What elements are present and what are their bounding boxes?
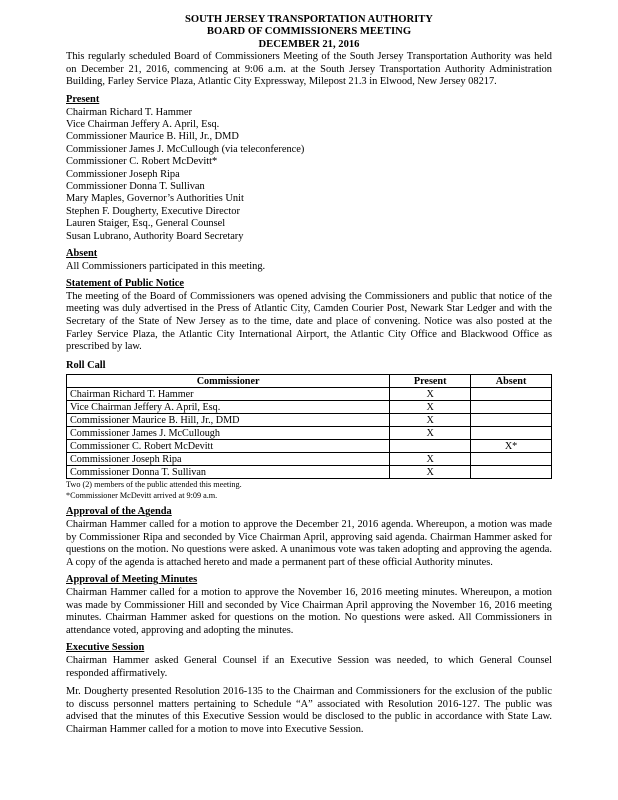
present-name: Lauren Staiger, Esq., General Counsel xyxy=(66,218,226,230)
minutes-text: Chairman Hammer called for a motion to approve the November 16, 2016 meeting minutes. Whereupon, a motion was made by Commissioner Hill and seconded by Vice Chairman April approving the November 16, 2016 meeting minutes. Chairman Hammer asked for questions on the motion. No questions were asked. All Commissioners in attendance voted, approving and adopting the minutes. xyxy=(66,586,552,636)
commissioner-name: Commissioner Donna T. Sullivan xyxy=(67,466,390,479)
public-notice-text: The meeting of the Board of Commissioners was opened advising the Commissioners and public that notice of the meeting was duly advertised in the Press of Atlantic City, Camden Courier Post, Newark Star Ledger and with the Secretary of the State of New Jersey as to the time, date and place of convening. Notice was also posted at the Farley Service Plaza, the Atlantic City International Airport, the Atlantic City Office and Blackwood Office as prescribed by law. xyxy=(66,290,552,353)
commissioner-name: Commissioner Joseph Ripa xyxy=(67,453,390,466)
commissioner-name: Chairman Richard T. Hammer xyxy=(67,388,390,401)
present-mark: X xyxy=(390,414,471,427)
meeting-title: BOARD OF COMMISSIONERS MEETING xyxy=(206,26,412,38)
absent-mark xyxy=(471,414,552,427)
absent-mark xyxy=(471,453,552,466)
table-row xyxy=(67,440,552,453)
table-row xyxy=(67,414,552,427)
present-list xyxy=(66,107,552,243)
absent-heading: Absent xyxy=(66,248,98,260)
present-heading: Present xyxy=(66,94,100,105)
present-name: Vice Chairman Jeffery A. April, Esq. xyxy=(66,119,220,130)
document-header xyxy=(66,14,552,51)
authority-name: SOUTH JERSEY TRANSPORTATION AUTHORITY xyxy=(185,14,433,25)
present-mark: X xyxy=(390,388,471,401)
late-arrival-note: *Commissioner McDevitt arrived at 9:09 a.m. xyxy=(66,491,218,501)
absent-mark: X* xyxy=(471,440,552,453)
table-row xyxy=(67,388,552,401)
present-mark: X xyxy=(390,401,471,414)
present-name: Commissioner Joseph Ripa xyxy=(66,168,180,180)
present-name: Chairman Richard T. Hammer xyxy=(66,106,192,118)
present-mark: X xyxy=(390,427,471,440)
roll-call-heading: Roll Call xyxy=(66,359,106,371)
column-header-commissioner: Commissioner xyxy=(67,375,390,388)
present-name: Commissioner Donna T. Sullivan xyxy=(66,181,205,193)
agenda-text: Chairman Hammer called for a motion to approve the December 21, 2016 agenda. Whereupon, a motion was made by Commissioner Ripa and seconded by Vice Chairman April, approving said agenda. Chairman Hammer asked for questions on the motion. No questions were asked. A unanimous vote was taken adopting and approving the agenda. A copy of the agenda is attached hereto and made a permanent part of these official Authority minutes. xyxy=(66,519,552,568)
absent-mark xyxy=(471,388,552,401)
present-mark: X xyxy=(390,466,471,479)
table-row xyxy=(67,466,552,479)
absent-mark xyxy=(471,466,552,479)
executive-session-text-2: Mr. Dougherty presented Resolution 2016-135 to the Chairman and Commissioners for the exclusion of the public to discuss personnel matters pertaining to Schedule “A” associated with Resolution 2016-127. The public was advised that the minutes of this Executive Session would be disclosed to the public in accordance with State Law. Chairman Hammer called for a motion to move into Executive Session. xyxy=(66,686,552,735)
column-header-absent: Absent xyxy=(471,375,552,388)
present-name: Commissioner James J. McCullough (via teleconference) xyxy=(66,143,305,155)
present-name: Susan Lubrano, Authority Board Secretary xyxy=(66,230,244,242)
present-name: Commissioner C. Robert McDevitt* xyxy=(66,156,218,168)
commissioner-name: Commissioner Maurice B. Hill, Jr., DMD xyxy=(67,414,390,427)
public-attendance-note: Two (2) members of the public attended this meeting. xyxy=(66,480,242,490)
table-row xyxy=(67,427,552,440)
absent-mark xyxy=(471,401,552,414)
meeting-date: DECEMBER 21, 2016 xyxy=(258,38,360,50)
present-name: Stephen F. Dougherty, Executive Director xyxy=(66,205,240,217)
roll-call-table xyxy=(66,374,552,479)
table-header-row xyxy=(67,375,552,388)
absent-mark xyxy=(471,427,552,440)
table-row xyxy=(67,453,552,466)
commissioner-name: Vice Chairman Jeffery A. April, Esq. xyxy=(67,401,390,414)
commissioner-name: Commissioner James J. McCullough xyxy=(67,427,390,440)
present-name: Mary Maples, Governor’s Authorities Unit xyxy=(66,193,244,205)
column-header-present: Present xyxy=(390,375,471,388)
present-name: Commissioner Maurice B. Hill, Jr., DMD xyxy=(66,131,239,143)
table-row xyxy=(67,401,552,414)
executive-session-heading: Executive Session xyxy=(66,642,145,654)
absent-text: All Commissioners participated in this meeting. xyxy=(66,260,266,272)
document-page xyxy=(66,14,552,737)
present-mark: X xyxy=(390,453,471,466)
agenda-heading: Approval of the Agenda xyxy=(66,506,172,518)
minutes-heading: Approval of Meeting Minutes xyxy=(66,574,198,586)
commissioner-name: Commissioner C. Robert McDevitt xyxy=(67,440,390,453)
present-mark xyxy=(390,440,471,453)
intro-paragraph: This regularly scheduled Board of Commissioners Meeting of the South Jersey Transportation Authority was held on December 21, 2016, commencing at 9:06 a.m. at the South Jersey Transportation Authority Administration Building, Farley Service Plaza, Atlantic City Expressway, Milepost 21.3 in Elwood, New Jersey 08217. xyxy=(66,51,552,88)
public-notice-heading: Statement of Public Notice xyxy=(66,278,185,290)
executive-session-text-1: Chairman Hammer asked General Counsel if an Executive Session was needed, to which General Counsel responded affirmatively. xyxy=(66,654,552,679)
